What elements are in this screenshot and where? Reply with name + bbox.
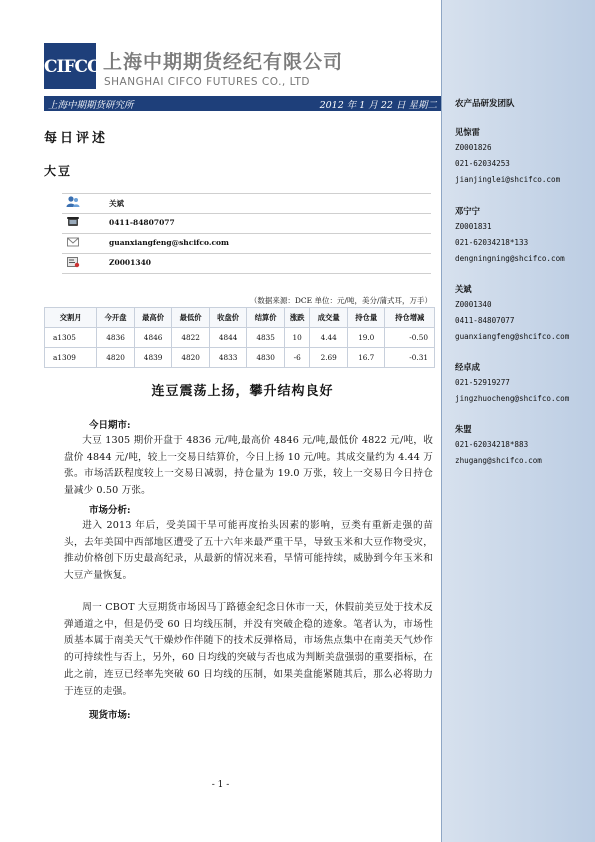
report-date: 2012 年 1 月 22 日 星期二 (319, 100, 437, 111)
member-license: Z0001826 (455, 143, 492, 152)
contact-email: guanxiangfeng@shcifco.com (109, 238, 229, 247)
page-number: - 1 - (211, 780, 230, 790)
column-header: 收盘价 (209, 308, 247, 328)
table-cell: -0.50 (385, 328, 435, 348)
page-title: 每日评述 (44, 131, 109, 146)
member-name: 朱盟 (455, 424, 472, 434)
team-member (455, 421, 542, 469)
member-phone: 021-62034253 (455, 159, 510, 168)
member-name: 邓宁宁 (455, 206, 480, 216)
certificate-icon (66, 255, 80, 269)
member-name: 经卓成 (455, 362, 480, 372)
table-cell: a1309 (45, 348, 97, 368)
header-banner (44, 96, 441, 111)
member-license: Z0001831 (455, 222, 492, 231)
team-member (455, 281, 569, 345)
contact-divider (62, 233, 431, 234)
table-cell: 4846 (134, 328, 172, 348)
member-license: Z0001340 (455, 300, 492, 309)
member-email: zhugang@shcifco.com (455, 456, 542, 465)
table-row (45, 348, 435, 368)
table-cell: 4836 (97, 328, 135, 348)
table-cell: -0.31 (385, 348, 435, 368)
contact-license: Z0001340 (109, 258, 152, 267)
company-name-cn: 上海中期期货经纪有限公司 (103, 51, 344, 73)
table-cell: 4820 (172, 348, 210, 368)
table-cell: 2.69 (310, 348, 348, 368)
user-icon (66, 195, 80, 209)
table-cell: 4844 (209, 328, 247, 348)
table-cell: 4839 (134, 348, 172, 368)
team-member (455, 203, 565, 267)
section-title-futures: 今日期市: (89, 420, 131, 431)
member-phone: 021-62034218*133 (455, 238, 529, 247)
paragraph-analysis-1: 进入 2013 年后，受美国干旱可能再度抬头因素的影响，豆类有重新走强的苗头，去年美国中西部地区遭受了五十六年来最严重干旱，导致玉米和大豆作物受灾，推动价格创下历史最高纪录，从最新的情况来看，旱情可能持续，威胁到今年玉米和大豆产量恢复。 (64, 520, 433, 582)
table-cell: 4830 (247, 348, 285, 368)
email-icon (66, 235, 80, 249)
member-phone: 021-52919277 (455, 378, 510, 387)
contact-divider (62, 193, 431, 194)
table-cell: -6 (284, 348, 310, 368)
member-email: guanxiangfeng@shcifco.com (455, 332, 570, 341)
member-name: 关斌 (455, 284, 472, 294)
quote-table (44, 307, 435, 368)
team-member (455, 359, 569, 407)
member-email: jingzhuocheng@shcifco.com (455, 394, 570, 403)
column-header: 成交量 (310, 308, 348, 328)
sidebar-divider (441, 0, 442, 842)
section-title-analysis: 市场分析: (89, 505, 131, 516)
team-member (455, 124, 560, 188)
column-header: 持仓增减 (385, 308, 435, 328)
team-title: 农产品研发团队 (455, 99, 515, 109)
commodity-title: 大豆 (44, 164, 73, 178)
table-cell: 10 (284, 328, 310, 348)
company-logo: CIFCO (44, 43, 96, 89)
company-name-en: SHANGHAI CIFCO FUTURES CO., LTD (104, 76, 310, 88)
paragraph-futures: 大豆 1305 期价开盘于 4836 元/吨,最高价 4846 元/吨,最低价 4822 元/吨，收盘价 4844 元/吨，较上一交易日结算价，今日上扬 10 元/吨。其成交量约为 4.44 万张。市场活跃程度较上一交易日减弱，持仓量为 19.0 万张，较上一交易日今日持仓量减少 0.50 万张。 (64, 435, 433, 497)
paragraph-analysis-2: 周一 CBOT 大豆期货市场因马丁路德金纪念日休市一天，休假前美豆处于技术反弹通道之中，但是仍受 60 日均线压制，并没有突破企稳的迹象。笔者认为，市场性质基本属于南美天气干燥炒作伴随下的技术反弹格局，市场焦点集中在南美天气炒作的可持续性与否上，另外，60 日均线的突破与否也成为判断美盘强弱的重要指标，在此之前，连豆已经率先突破 60 日均线的压制，如果美盘能紧随其后，那么必将助力于连豆的走强。 (64, 602, 433, 697)
section-title-spot: 现货市场: (89, 710, 131, 721)
member-phone: 0411-84807077 (455, 316, 515, 325)
table-cell: 4822 (172, 328, 210, 348)
column-header: 最低价 (172, 308, 210, 328)
contact-divider (62, 273, 431, 274)
institute-name: 上海中期期货研究所 (48, 100, 134, 111)
member-email: dengningning@shcifco.com (455, 254, 565, 263)
column-header: 交割月 (45, 308, 97, 328)
contact-phone: 0411-84807077 (109, 218, 175, 227)
table-cell: 16.7 (347, 348, 385, 368)
column-header: 持仓量 (347, 308, 385, 328)
table-header-row (45, 308, 435, 328)
table-row (45, 328, 435, 348)
table-cell: 4.44 (310, 328, 348, 348)
member-email: jianjinglei@shcifco.com (455, 175, 561, 184)
member-name: 见惊雷 (455, 127, 480, 137)
table-cell: 4833 (209, 348, 247, 368)
table-cell: 19.0 (347, 328, 385, 348)
column-header: 涨跌 (284, 308, 310, 328)
table-cell: 4820 (97, 348, 135, 368)
contact-divider (62, 213, 431, 214)
data-source-note: （数据来源：DCE 单位：元/吨，美分/蒲式耳，万手） (249, 296, 432, 305)
contact-divider (62, 253, 431, 254)
member-phone: 021-62034218*883 (455, 440, 529, 449)
column-header: 今开盘 (97, 308, 135, 328)
table-cell: a1305 (45, 328, 97, 348)
phone-icon (66, 215, 80, 229)
table-cell: 4835 (247, 328, 285, 348)
column-header: 结算价 (247, 308, 285, 328)
contact-name: 关斌 (109, 199, 124, 208)
column-header: 最高价 (134, 308, 172, 328)
article-title: 连豆震荡上扬，攀升结构良好 (151, 384, 334, 399)
